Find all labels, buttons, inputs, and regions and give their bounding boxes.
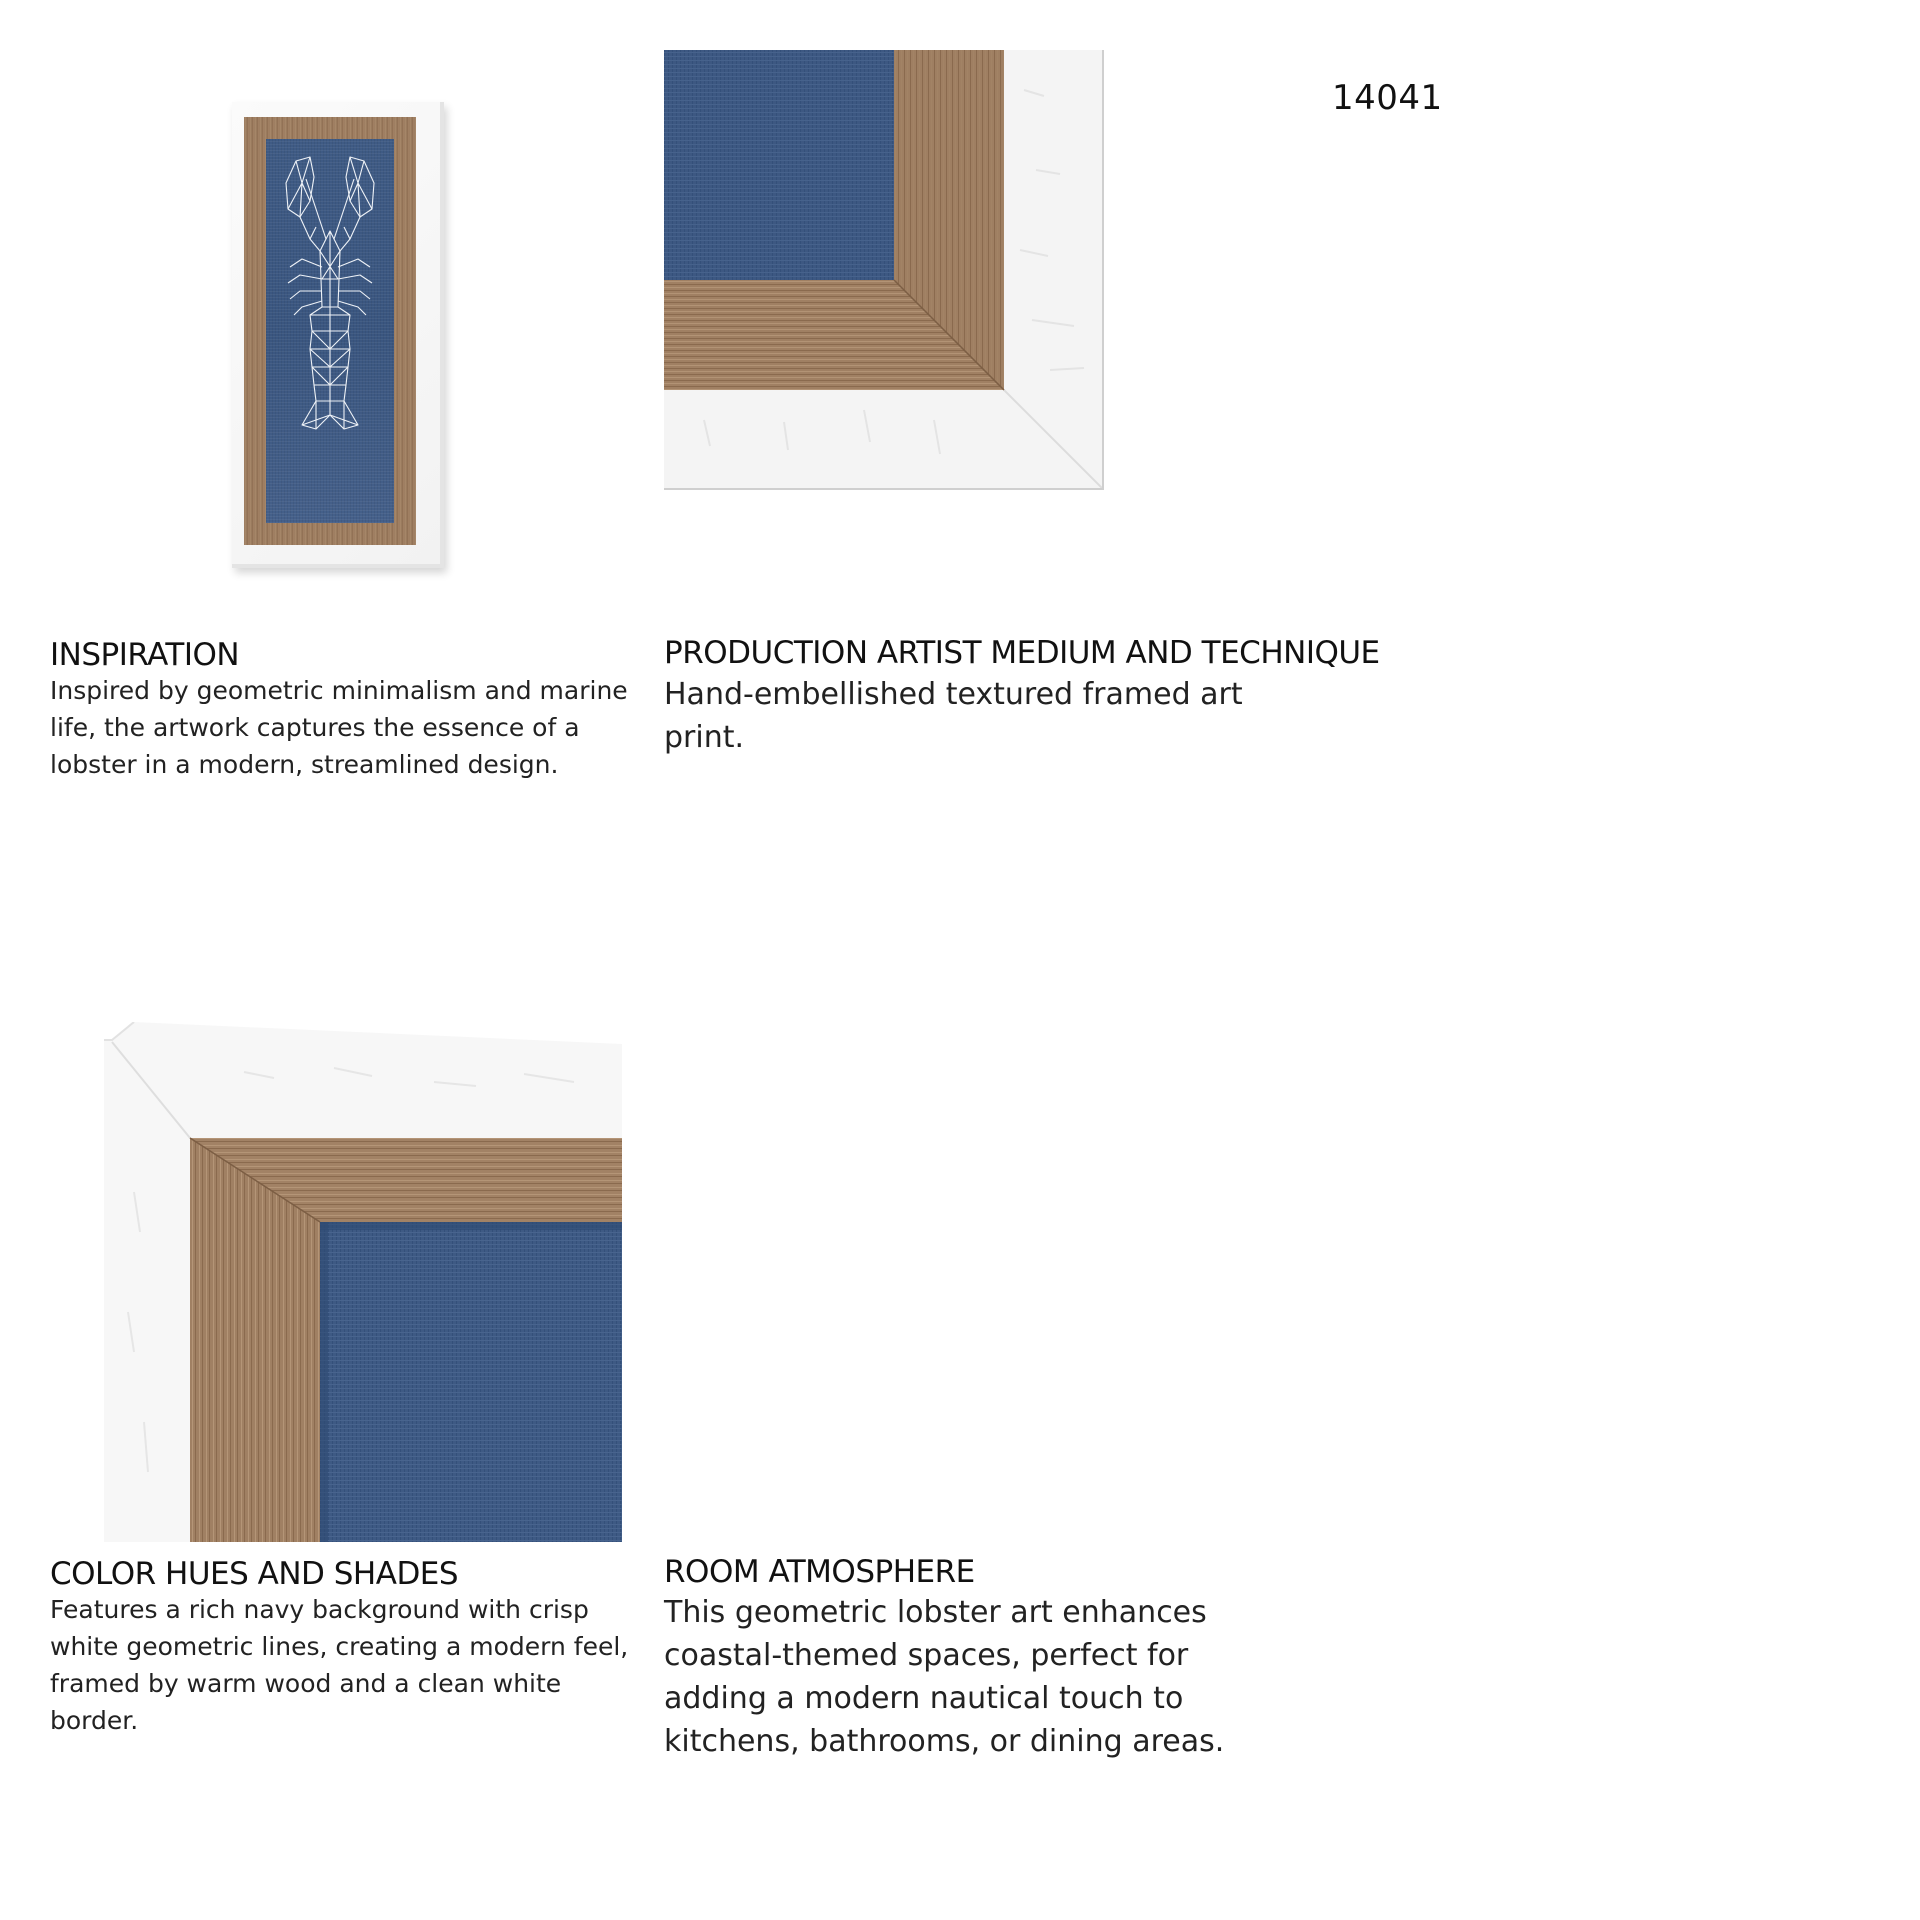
inspiration-line: life, the artwork captures the essence of a [50,713,580,742]
color-line: border. [50,1706,139,1735]
inspiration-line: Inspired by geometric minimalism and marine [50,676,628,705]
framed-artwork-photo [232,102,444,568]
room-line: kitchens, bathrooms, or dining areas. [664,1724,1225,1759]
room-line: This geometric lobster art enhances [664,1595,1207,1630]
room-line: adding a modern nautical touch to [664,1681,1184,1716]
production-heading: PRODUCTION ARTIST MEDIUM AND TECHNIQUE [664,635,1380,671]
room-heading: ROOM ATMOSPHERE [664,1554,975,1590]
color-text [50,1591,650,1739]
production-text [664,673,1364,759]
room-text [664,1591,1364,1763]
frame-corner-detail-photo-2 [104,1022,622,1542]
color-line: Features a rich navy background with crisp [50,1595,589,1624]
navy-canvas [266,139,394,523]
product-number: 14041 [1332,78,1443,118]
wood-inner-frame [244,117,416,545]
color-line: framed by warm wood and a clean white [50,1669,562,1698]
production-line: print. [664,720,745,755]
inspiration-line: lobster in a modern, streamlined design. [50,750,559,779]
geometric-lobster-illustration [266,139,394,523]
inspiration-heading: INSPIRATION [50,637,240,673]
production-line: Hand-embellished textured framed art [664,677,1243,712]
inspiration-text [50,672,650,783]
frame-corner-detail-photo-1 [664,50,1104,490]
color-heading: COLOR HUES AND SHADES [50,1556,459,1592]
color-line: white geometric lines, creating a modern feel, [50,1632,629,1661]
room-line: coastal-themed spaces, perfect for [664,1638,1189,1673]
